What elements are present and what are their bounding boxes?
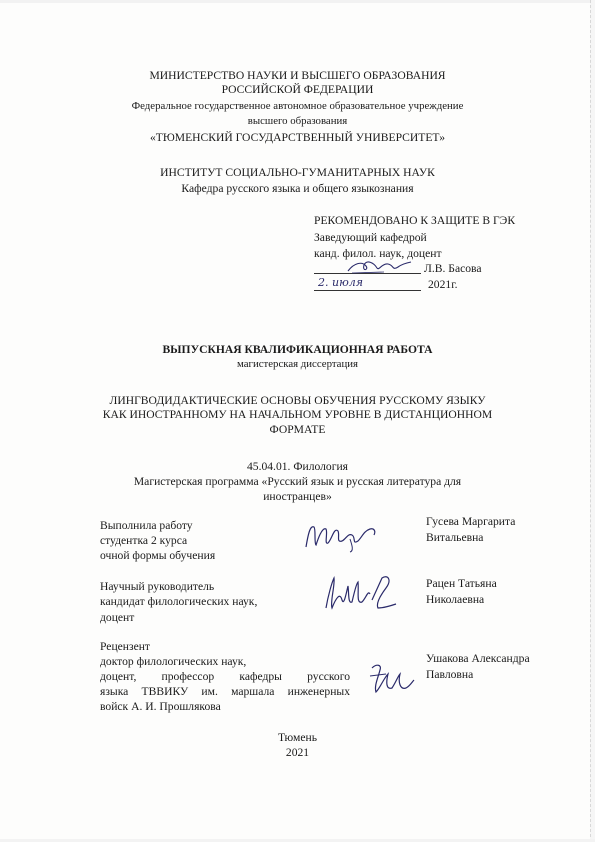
supervisor-signature: [318, 572, 398, 616]
speciality: 45.04.01. Филология: [246, 460, 349, 473]
reviewer-role-line-2: доктор филологических наук,: [100, 655, 247, 668]
ministry-line-1: МИНИСТЕРСТВО НАУКИ И ВЫСШЕГО ОБРАЗОВАНИЯ: [149, 69, 446, 82]
university-name: «ТЮМЕНСКИЙ ГОСУДАРСТВЕННЫЙ УНИВЕРСИТЕТ»: [149, 131, 446, 144]
work-subtype: магистерская диссертация: [237, 358, 358, 370]
supervisor-name-line-2: Николаевна: [426, 593, 485, 606]
work-type: ВЫПУСКНАЯ КВАЛИФИКАЦИОННАЯ РАБОТА: [162, 343, 433, 356]
reviewer-role-line-1: Рецензент: [100, 640, 150, 653]
approval-degree: канд. филол. наук, доцент: [314, 247, 442, 260]
student-role-line-2: студентка 2 курса: [100, 534, 188, 547]
student-role-line-1: Выполнила работу: [100, 519, 193, 532]
department-name: Кафедра русского языка и общего языкознания: [181, 182, 414, 195]
approval-title: РЕКОМЕНДОВАНО К ЗАЩИТЕ В ГЭК: [314, 214, 516, 227]
reviewer-role-line-4: языка ТВВИКУ им. маршала инженерных: [100, 685, 350, 698]
approval-year: 2021г.: [428, 278, 458, 291]
approval-position: Заведующий кафедрой: [314, 231, 427, 244]
reviewer-role-line-3: доцент, профессор кафедры русского: [100, 670, 350, 683]
student-signature: [300, 517, 380, 553]
reviewer-role-line-5: войск А. И. Прошлякова: [100, 700, 221, 713]
topic-line-1: ЛИНГВОДИДАКТИЧЕСКИЕ ОСНОВЫ ОБУЧЕНИЯ РУССКОМУ ЯЗЫКУ: [109, 394, 486, 407]
reviewer-name-line-1: Ушакова Александра: [426, 652, 530, 665]
supervisor-role-line-2: кандидат филологических наук,: [100, 595, 258, 608]
reviewer-name-line-2: Павловна: [426, 668, 474, 681]
topic-line-3: ФОРМАТЕ: [269, 423, 326, 436]
program-line-1: Магистерская программа «Русский язык и русская литература для: [133, 475, 462, 488]
head-signature: [344, 257, 414, 277]
supervisor-role-line-1: Научный руководитель: [100, 580, 215, 593]
ministry-line-2: РОССИЙСКОЙ ФЕДЕРАЦИИ: [221, 83, 374, 96]
student-name-line-2: Витальевна: [426, 531, 484, 544]
institution-line-1: Федеральное государственное автономное образовательное учреждение: [131, 100, 464, 112]
approval-handwritten-date: 2. июля: [318, 276, 364, 289]
student-name-line-1: Гусева Маргарита: [426, 515, 516, 528]
supervisor-name-line-1: Рацен Татьяна: [426, 577, 497, 590]
program-line-2: иностранцев»: [263, 490, 332, 503]
institute-name: ИНСТИТУТ СОЦИАЛЬНО-ГУМАНИТАРНЫХ НАУК: [160, 166, 435, 179]
footer-year: 2021: [285, 746, 310, 759]
student-role-line-3: очной формы обучения: [100, 549, 216, 562]
topic-line-2: КАК ИНОСТРАННОМУ НА НАЧАЛЬНОМ УРОВНЕ В ДИСТАНЦИОННОМ: [102, 408, 493, 421]
footer-city: Тюмень: [278, 731, 317, 744]
supervisor-role-line-3: доцент: [100, 611, 135, 624]
scan-edge-top: [0, 0, 595, 3]
approval-name: Л.В. Басова: [424, 262, 482, 275]
reviewer-signature: [366, 660, 416, 700]
institution-line-2: высшего образования: [247, 115, 348, 127]
approval-date-line: [314, 290, 421, 291]
